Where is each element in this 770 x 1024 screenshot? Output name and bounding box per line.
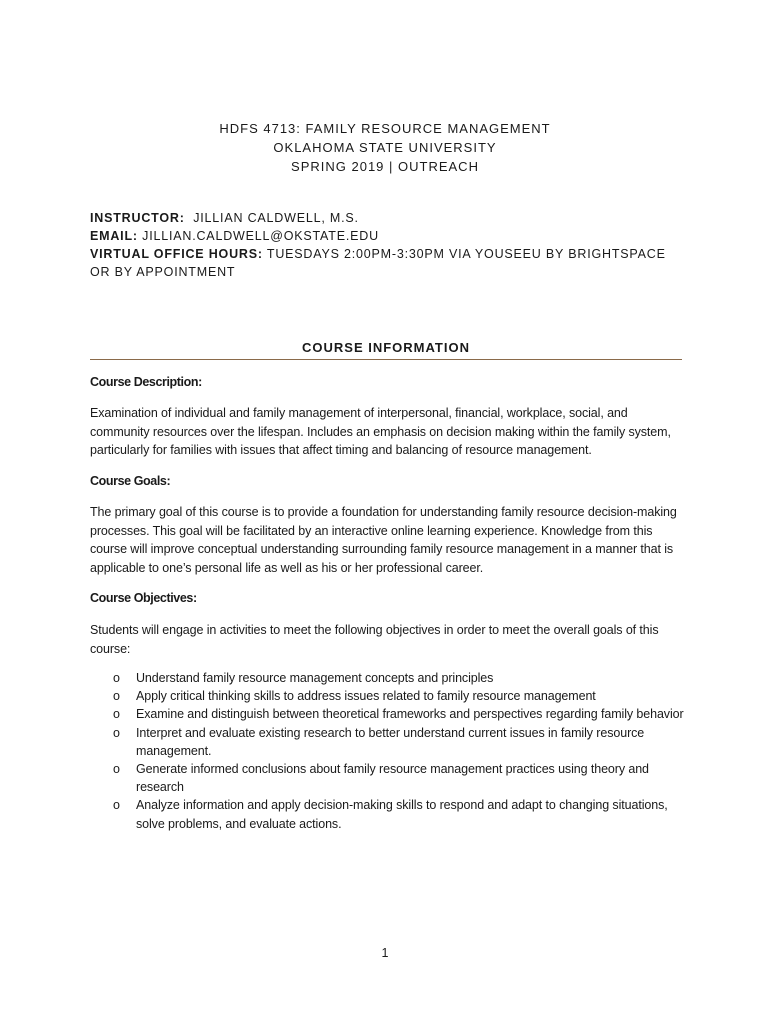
bullet-icon: o (113, 707, 120, 722)
objectives-list (90, 669, 690, 833)
course-description-heading: Course Description: (90, 375, 202, 389)
course-objectives-heading: Course Objectives: (90, 591, 197, 605)
office-hours-label: VIRTUAL OFFICE HOURS: (90, 247, 263, 261)
course-header (0, 119, 770, 176)
objective-text: Examine and distinguish between theoretical frameworks and perspectives regarding family behavior (136, 707, 684, 722)
bullet-icon: o (113, 671, 120, 685)
course-objectives-intro: Students will engage in activities to meet the following objectives in order to meet the overall goals of this course: (90, 623, 659, 656)
objective-text: Interpret and evaluate existing research to better understand current issues in family resource management. (136, 725, 645, 758)
list-item (90, 687, 690, 705)
objective-text: Generate informed conclusions about family resource management practices using theory and research (136, 762, 649, 795)
course-title: HDFS 4713: FAMILY RESOURCE MANAGEMENT (219, 121, 551, 136)
office-hours-value: TUESDAYS 2:00PM-3:30PM VIA YOUSEEU BY BRIGHTSPACE OR BY APPOINTMENT (90, 247, 666, 279)
university-name: OKLAHOMA STATE UNIVERSITY (273, 140, 497, 155)
list-item (90, 724, 690, 760)
bullet-icon: o (113, 762, 120, 777)
office-hours-line (90, 245, 690, 281)
list-item (90, 705, 690, 723)
bullet-icon: o (113, 798, 120, 813)
list-item (90, 796, 690, 832)
objective-text: Analyze information and apply decision-making skills to respond and adapt to changing situations, solve problems, and evaluate actions. (136, 798, 668, 831)
course-goals-text: The primary goal of this course is to provide a foundation for understanding family resource decision-making processes. This goal will be facilitated by an interactive online learning experience. Knowledge from this course will improve conceptual understanding surrounding family resource management in a manner that is applicable to one’s personal life as well as his or her professional career. (90, 505, 677, 575)
list-item (90, 669, 690, 687)
objective-text: Understand family resource management concepts and principles (136, 671, 494, 685)
email-line (90, 227, 690, 245)
objective-text: Apply critical thinking skills to address issues related to family resource management (136, 689, 596, 704)
bullet-icon: o (113, 689, 120, 704)
contact-info (90, 209, 690, 281)
instructor-name: JILLIAN CALDWELL, M.S. (193, 211, 359, 225)
section-title: COURSE INFORMATION (302, 340, 470, 355)
list-item (90, 760, 690, 796)
course-description-text: Examination of individual and family management of interpersonal, financial, workplace, social, and community resources over the lifespan. Includes an emphasis on decision making within the family system, particularly for families with issues that affect timing and balancing of resource management. (90, 406, 671, 457)
instructor-label: INSTRUCTOR: (90, 211, 185, 225)
section-divider (90, 359, 682, 360)
instructor-line (90, 209, 690, 227)
term-line: SPRING 2019 | OUTREACH (291, 159, 479, 174)
page-number: 1 (381, 946, 389, 960)
course-goals-heading: Course Goals: (90, 474, 171, 488)
bullet-icon: o (113, 725, 120, 740)
email-label: EMAIL: (90, 229, 138, 243)
email-address: JILLIAN.CALDWELL@OKSTATE.EDU (142, 229, 379, 243)
